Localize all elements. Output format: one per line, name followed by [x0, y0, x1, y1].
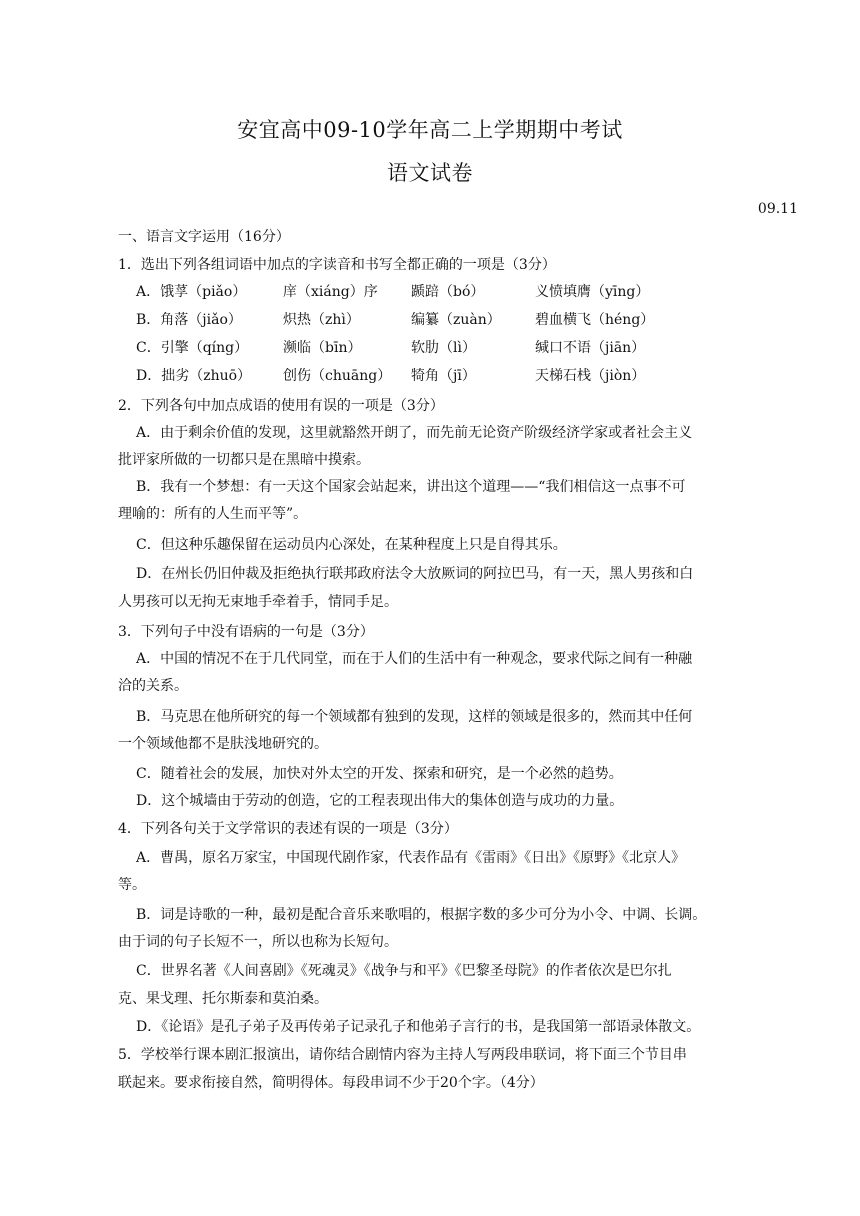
- q1-option-b-word3: 编纂（zuàn）: [411, 312, 501, 328]
- q2-option-b-line2: 理喻的：所有的人生而平等”。: [118, 506, 308, 522]
- q2-option-b-line1: B．我有一个梦想：有一天这个国家会站起来，讲出这个道理——“我们相信这一点事不可: [136, 479, 686, 495]
- q2-option-a-line1: A．由于剩余价值的发现，这里就豁然开朗了，而先前无论资产阶级经济学家或者社会主义: [136, 425, 693, 441]
- section-heading: 一、语言文字运用（16分）: [118, 229, 290, 245]
- exam-date: 09.11: [757, 201, 798, 217]
- q2-option-c-line1: C．但这种乐趣保留在运动员内心深处，在某种程度上只是自得其乐。: [136, 537, 567, 553]
- question-3-stem: 3．下列句子中没有语病的一句是（3分）: [118, 624, 374, 640]
- q1-option-a-word3: 踬踣（bó）: [411, 284, 485, 300]
- q4-option-c-line2: 克、果戈理、托尔斯泰和莫泊桑。: [118, 991, 328, 1007]
- q1-option-b-word2: 炽热（zhì）: [283, 312, 360, 328]
- q3-option-a-line1: A．中国的情况不在于几代同堂，而在于人们的生活中有一种观念，要求代际之间有一种融: [136, 651, 693, 667]
- q2-option-d-line2: 人男孩可以无拘无束地手牵着手，情同手足。: [118, 594, 398, 610]
- q3-option-c-line1: C．随着社会的发展，加快对外太空的开发、探索和研究，是一个必然的趋势。: [136, 766, 623, 782]
- q3-option-b-line2: 一个领域他都不是肤浅地研究的。: [118, 736, 328, 752]
- question-4-stem: 4．下列各句关于文学常识的表述有误的一项是（3分）: [118, 821, 458, 837]
- q3-option-d-line1: D．这个城墙由于劳动的创造，它的工程表现出伟大的集体创造与成功的力量。: [136, 793, 624, 809]
- q1-option-c-word3: 软肋（lì）: [411, 340, 476, 356]
- q1-option-d-word4: 天梯石栈（jiòn）: [535, 368, 646, 384]
- q2-option-d-line1: D．在州长仍旧仲裁及拒绝执行联邦政府法令大放厥词的阿拉巴马，有一天，黑人男孩和白: [136, 566, 694, 582]
- q4-option-b-line1: B．词是诗歌的一种，最初是配合音乐来歌唱的，根据字数的多少可分为小令、中调、长调。: [136, 907, 707, 923]
- q2-option-a-line2: 批评家所做的一切都只是在黑暗中摸索。: [118, 452, 370, 468]
- q1-option-c-word1: C．引擎（qíng）: [136, 340, 249, 356]
- q1-option-d-word1: D．拙劣（zhuō）: [136, 368, 252, 384]
- q4-option-d-line1: D．《论语》是孔子弟子及再传弟子记录孔子和他弟子言行的书，是我国第一部语录体散文。: [136, 1019, 701, 1035]
- q1-option-a-word4: 义愤填膺（yīng）: [535, 284, 650, 300]
- question-5-line2: 联起来。要求衔接自然，简明得体。每段串词不少于20个字。（4分）: [118, 1075, 544, 1091]
- q1-option-c-word4: 缄口不语（jiān）: [535, 340, 646, 356]
- question-5-line1: 5．学校举行课本剧汇报演出，请你结合剧情内容为主持人写两段串联词，将下面三个节目串: [118, 1047, 687, 1063]
- q1-option-a-word2: 庠（xiáng）序: [283, 284, 378, 300]
- q1-option-b-word4: 碧血横飞（héng）: [535, 312, 655, 328]
- question-2-stem: 2．下列各句中加点成语的使用有误的一项是（3分）: [118, 398, 444, 414]
- q1-option-a-word1: A．饿莩（piǎo）: [136, 284, 247, 300]
- q4-option-a-line1: A．曹禺，原名万家宝，中国现代剧作家，代表作品有《雷雨》《日出》《原野》《北京人》: [136, 850, 686, 866]
- q1-option-b-word1: B．角落（jiǎo）: [136, 312, 242, 328]
- q1-option-c-word2: 濒临（bīn）: [283, 340, 362, 356]
- q1-option-d-word3: 犄角（jī）: [411, 368, 476, 384]
- q4-option-b-line2: 由于词的句子长短不一，所以也称为长短句。: [118, 934, 398, 950]
- q3-option-a-line2: 洽的关系。: [118, 678, 188, 694]
- q4-option-a-line2: 等。: [118, 877, 146, 893]
- q3-option-b-line1: B．马克思在他所研究的每一个领域都有独到的发现，这样的领域是很多的，然而其中任何: [136, 709, 693, 725]
- q1-option-d-word2: 创伤（chuāng）: [283, 368, 392, 384]
- page-subtitle: 语文试卷: [387, 161, 473, 185]
- page-title: 安宜高中09-10学年高二上学期期中考试: [237, 118, 623, 142]
- q4-option-c-line1: C．世界名著《人间喜剧》《死魂灵》《战争与和平》《巴黎圣母院》的作者依次是巴尔扎: [136, 963, 672, 979]
- question-1-stem: 1．选出下列各组词语中加点的字读音和书写全都正确的一项是（3分）: [118, 257, 556, 273]
